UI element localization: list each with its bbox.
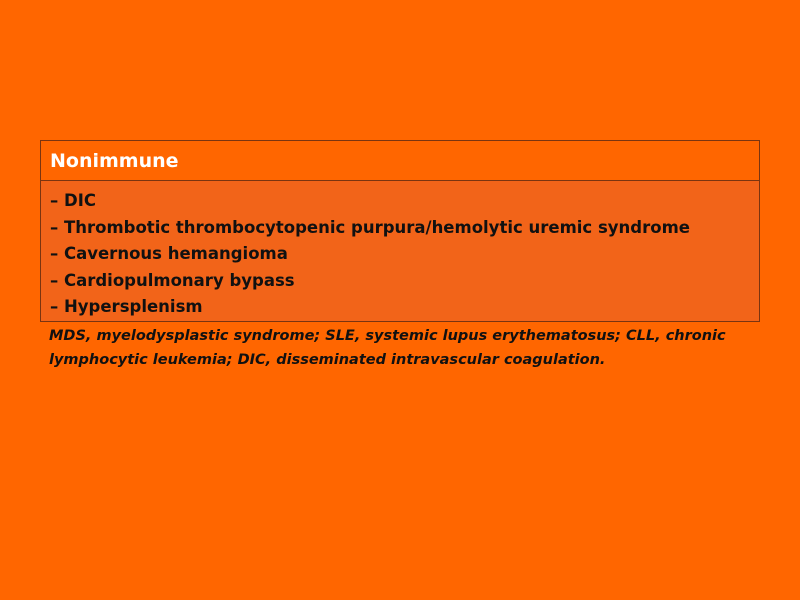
list-item: – Thrombotic thrombocytopenic purpura/hemolytic uremic syndrome — [50, 217, 690, 237]
table-header-title: Nonimmune — [50, 149, 179, 172]
list-item: – Cardiopulmonary bypass — [50, 270, 295, 290]
abbreviations-footnote — [49, 324, 749, 372]
footnote-line: MDS, myelodysplastic syndrome; SLE, systemic lupus erythematosus; CLL, chronic — [49, 328, 726, 344]
list-item: – DIC — [50, 191, 96, 210]
table-header — [41, 141, 759, 181]
table-body — [41, 181, 759, 321]
footnote-line: lymphocytic leukemia; DIC, disseminated intravascular coagulation. — [49, 352, 606, 368]
list-item: – Hypersplenism — [50, 297, 203, 316]
causes-table — [40, 140, 760, 322]
list-item: – Cavernous hemangioma — [50, 244, 288, 263]
